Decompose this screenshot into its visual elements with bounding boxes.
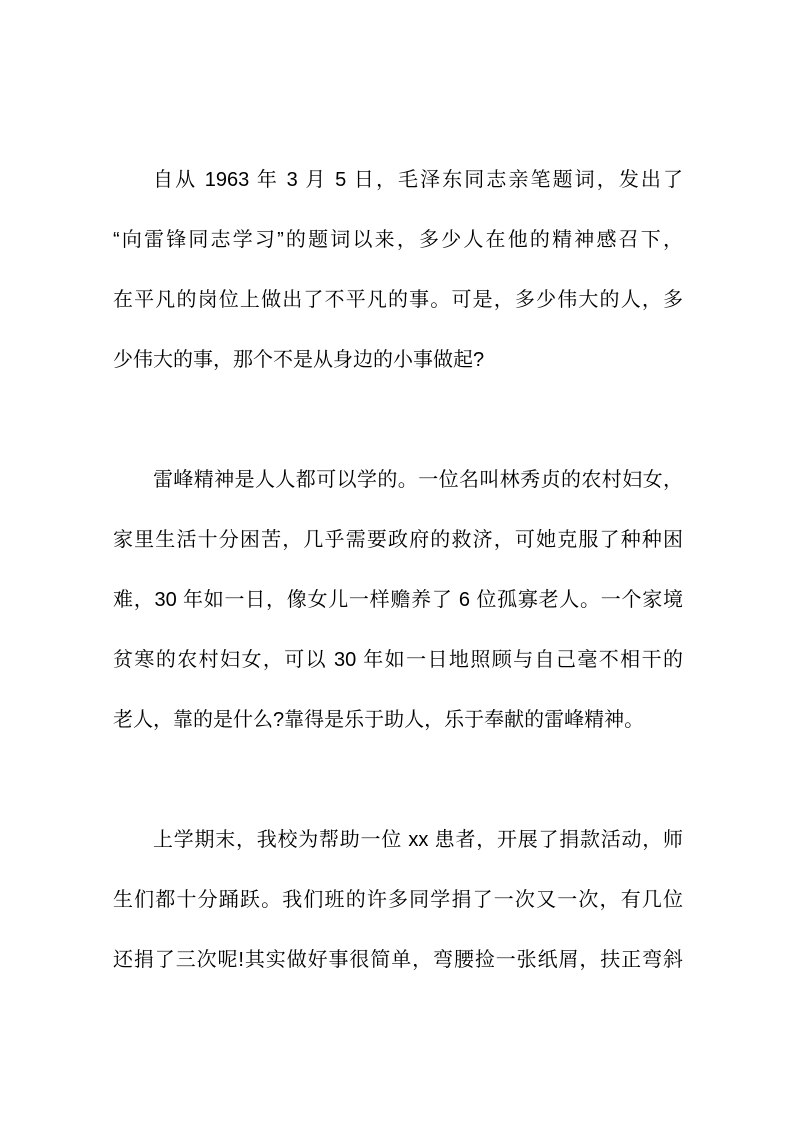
text-line: 自从 1963 年 3 月 5 日，毛泽东同志亲笔题词，发出了 xyxy=(153,169,683,191)
text-line: 在平凡的岗位上做出了不平凡的事。可是，多少伟大的人，多 xyxy=(113,289,683,311)
text-line: 上学期末，我校为帮助一位 xx 患者，开展了捐款活动，师 xyxy=(153,829,683,851)
text-line: 老人，靠的是什么?靠得是乐于助人，乐于奉献的雷峰精神。 xyxy=(113,709,645,731)
text-line: 雷峰精神是人人都可以学的。一位名叫林秀贞的农村妇女， xyxy=(153,469,683,491)
text-line: 贫寒的农村妇女，可以 30 年如一日地照顾与自己毫不相干的 xyxy=(113,649,683,671)
paragraph xyxy=(113,810,683,990)
text-line: 少伟大的事，那个不是从身边的小事做起? xyxy=(113,349,485,371)
text-line: 生们都十分踊跃。我们班的许多同学捐了一次又一次，有几位 xyxy=(113,889,683,911)
text-line: “向雷锋同志学习”的题词以来，多少人在他的精神感召下， xyxy=(113,229,683,251)
text-line: 家里生活十分困苦，几乎需要政府的救济，可她克服了种种困 xyxy=(113,529,683,551)
text-line: 难，30 年如一日，像女儿一样赡养了 6 位孤寡老人。一个家境 xyxy=(113,589,683,611)
text-line: 还捐了三次呢!其实做好事很简单，弯腰捡一张纸屑，扶正弯斜 xyxy=(113,949,683,971)
paragraph xyxy=(113,450,683,750)
paragraph xyxy=(113,150,683,390)
document-body xyxy=(113,150,683,1050)
